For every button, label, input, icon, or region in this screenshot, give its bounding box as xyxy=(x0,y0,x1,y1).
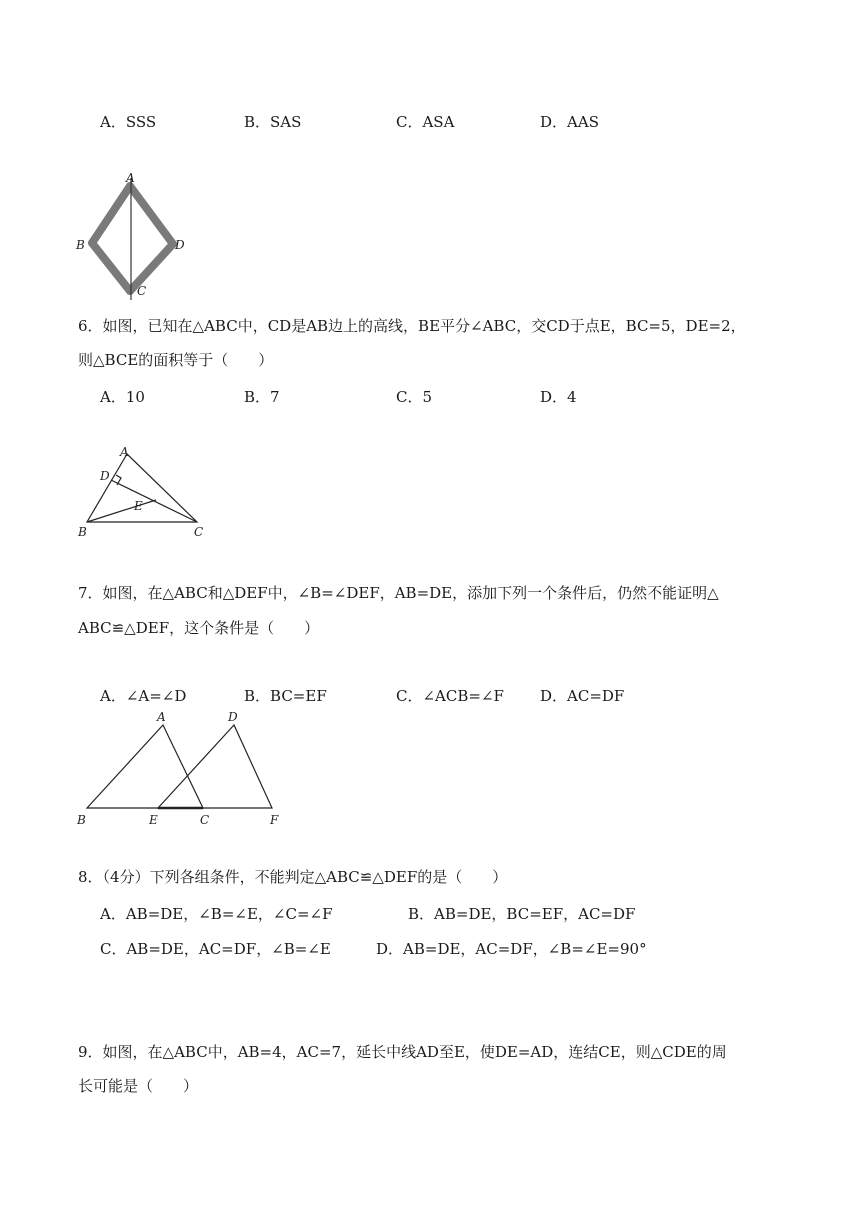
kite-sides xyxy=(92,186,173,291)
q6-option-b: B．7 xyxy=(244,388,280,406)
q7-option-d: D．AC=DF xyxy=(540,687,625,705)
q6-triangle-figure xyxy=(70,440,220,545)
q6-option-c: C．5 xyxy=(396,388,433,406)
label-d: D xyxy=(175,238,185,252)
q8-option-d: D．AB=DE，AC=DF，∠B=∠E=90° xyxy=(376,940,647,958)
q9-stem-line1: 9．如图，在△ABC中，AB=4，AC=7，延长中线AD至E，使DE=AD，连结CE，则△CDE的周 xyxy=(78,1043,727,1061)
q6-stem-line1: 6．如图，已知在△ABC中，CD是AB边上的高线，BE平分∠ABC，交CD于点E，BC=5，DE=2， xyxy=(78,317,746,335)
label-a: A xyxy=(157,710,166,724)
q5-option-b: B．SAS xyxy=(244,113,302,131)
q8-option-a: A．AB=DE，∠B=∠E，∠C=∠F xyxy=(100,905,333,923)
label-d: D xyxy=(228,710,238,724)
label-a: A xyxy=(120,445,129,459)
q7-option-b: B．BC=EF xyxy=(244,687,327,705)
q5-kite-figure xyxy=(70,170,200,305)
label-f: F xyxy=(270,813,279,827)
right-angle-mark xyxy=(116,475,121,485)
q6-option-a: A．10 xyxy=(100,388,145,406)
label-c: C xyxy=(200,813,210,827)
q5-option-d: D．AAS xyxy=(540,113,599,131)
q5-option-c: C．ASA xyxy=(396,113,455,131)
q7-option-c: C．∠ACB=∠F xyxy=(396,687,504,705)
label-e: E xyxy=(149,813,158,827)
q7-stem-line2: ABC≌△DEF，这个条件是（ ） xyxy=(78,619,320,637)
q6-option-d: D．4 xyxy=(540,388,577,406)
label-a: A xyxy=(126,171,135,185)
label-c: C xyxy=(194,525,204,539)
triangle-def xyxy=(158,725,272,808)
q7-triangles-figure xyxy=(70,708,300,833)
triangle-abc xyxy=(87,725,203,808)
label-c: C xyxy=(137,284,147,298)
label-d: D xyxy=(100,469,110,483)
q7-option-a: A．∠A=∠D xyxy=(100,687,187,705)
q8-option-b: B．AB=DE，BC=EF，AC=DF xyxy=(408,905,636,923)
label-b: B xyxy=(76,238,85,252)
label-e: E xyxy=(134,499,143,513)
label-b: B xyxy=(77,813,86,827)
q8-stem: 8．（4分）下列各组条件，不能判定△ABC≌△DEF的是（ ） xyxy=(78,868,508,886)
q8-option-c: C．AB=DE，AC=DF，∠B=∠E xyxy=(100,940,331,958)
label-b: B xyxy=(78,525,87,539)
q5-option-a: A．SSS xyxy=(100,113,157,131)
q7-stem-line1: 7．如图，在△ABC和△DEF中，∠B=∠DEF，AB=DE，添加下列一个条件后，仍然不能证明△ xyxy=(78,584,719,602)
q6-stem-line2: 则△BCE的面积等于（ ） xyxy=(78,351,274,369)
q9-stem-line2: 长可能是（ ） xyxy=(78,1077,199,1095)
